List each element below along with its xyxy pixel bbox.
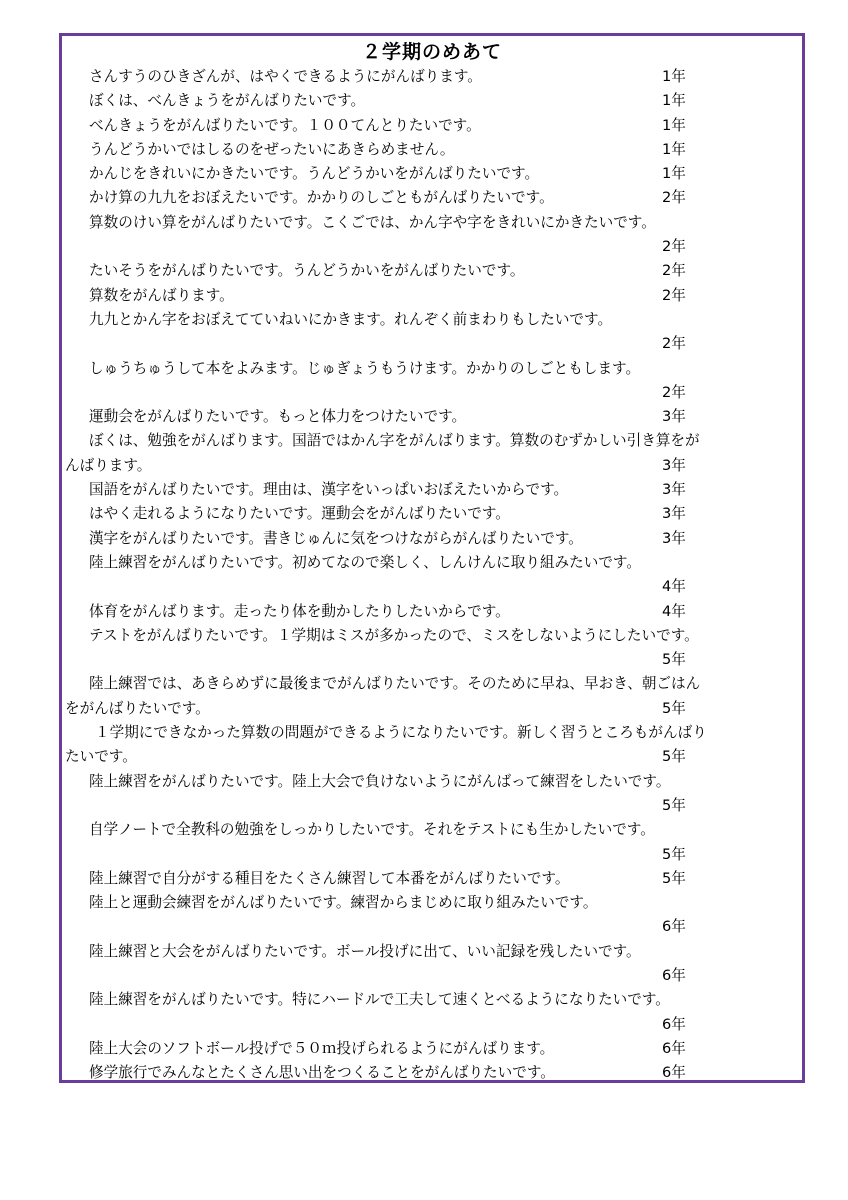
goal-line	[62, 308, 802, 332]
goal-text: 陸上練習では、あきらめずに最後までがんばりたいです。そのために早ね、早おき、朝ごはん	[89, 675, 701, 693]
goal-line	[62, 186, 802, 210]
goal-line	[62, 818, 802, 842]
goal-text: かんじをきれいにかきたいです。うんどうかいをがんばりたいです。	[89, 165, 540, 183]
goal-text: たいです。	[65, 748, 137, 766]
goal-line	[62, 648, 802, 672]
goal-text: 運動会をがんばりたいです。もっと体力をつけたいです。	[89, 408, 467, 426]
grade-label: 1年	[662, 140, 686, 158]
goal-text: 陸上大会のソフトボール投げで５０ｍ投げられるようにがんばります。	[89, 1039, 555, 1057]
goal-text: 修学旅行でみんなとたくさん思い出をつくることをがんばりたいです。	[89, 1064, 555, 1082]
grade-label: 2年	[662, 189, 686, 207]
grade-label: 4年	[662, 578, 686, 596]
grade-label: 5年	[662, 699, 686, 717]
goal-line	[62, 867, 802, 891]
goal-text: べんきょうをがんばりたいです。１００てんとりたいです。	[89, 116, 481, 134]
goal-line	[62, 454, 802, 478]
grade-label: 6年	[662, 918, 686, 936]
goal-line	[62, 575, 802, 599]
grade-label: 3年	[662, 529, 686, 547]
goal-text: 陸上練習をがんばりたいです。初めてなので楽しく、しんけんに取り組みたいです。	[89, 553, 641, 571]
goal-text: 国語をがんばりたいです。理由は、漢字をいっぱいおぼえたいからです。	[89, 481, 569, 499]
grade-label: 2年	[662, 262, 686, 280]
goal-line	[62, 502, 802, 526]
goal-text: １学期にできなかった算数の問題ができるようになりたいです。新しく習うところもがんばり	[95, 724, 707, 742]
grade-label: 5年	[662, 845, 686, 863]
goal-text: 漢字をがんばりたいです。書きじゅんに気をつけながらがんばりたいです。	[89, 529, 583, 547]
goal-text: 陸上練習と大会をがんばりたいです。ボール投げに出て、いい記録を残したいです。	[89, 942, 641, 960]
goal-text: 体育をがんばります。走ったり体を動かしたりしたいからです。	[89, 602, 510, 620]
goal-text: 九九とかん字をおぼえてていねいにかきます。れんぞく前まわりもしたいです。	[89, 310, 613, 328]
goal-text: うんどうかいではしるのをぜったいにあきらめません。	[89, 140, 455, 158]
grade-label: 6年	[662, 1064, 686, 1082]
grade-label: 1年	[662, 116, 686, 134]
goal-line	[62, 770, 802, 794]
grade-label: 6年	[662, 966, 686, 984]
goal-text: ぼくは、勉強をがんばります。国語ではかん字をがんばります。算数のむずかしい引き算をが	[89, 432, 700, 450]
goal-line	[62, 891, 802, 915]
grade-label: 2年	[662, 238, 686, 256]
goal-line	[62, 721, 802, 745]
goal-line	[62, 478, 802, 502]
grade-label: 1年	[662, 165, 686, 183]
goal-text: 陸上練習で自分がする種目をたくさん練習して本番をがんばりたいです。	[89, 869, 570, 887]
goal-text: 自学ノートで全教科の勉強をしっかりしたいです。それをテストにも生かしたいです。	[89, 821, 655, 839]
grade-label: 4年	[662, 602, 686, 620]
grade-label: 5年	[662, 651, 686, 669]
goal-line	[62, 381, 802, 405]
grade-label: 2年	[662, 286, 686, 304]
grade-label: 5年	[662, 748, 686, 766]
goal-line	[62, 1037, 802, 1061]
grade-label: 5年	[662, 796, 686, 814]
goal-line	[62, 357, 802, 381]
goal-line	[62, 162, 802, 186]
grade-label: 5年	[662, 869, 686, 887]
grade-label: 2年	[662, 383, 686, 401]
goal-line	[62, 405, 802, 429]
grade-label: 3年	[662, 505, 686, 523]
goal-line	[62, 1013, 802, 1037]
goals-frame	[59, 33, 805, 1083]
goal-line	[62, 138, 802, 162]
goal-line	[62, 332, 802, 356]
goal-text: ぼくは、べんきょうをがんばりたいです。	[89, 92, 366, 110]
grade-label: 3年	[662, 456, 686, 474]
grade-label: 6年	[662, 1039, 686, 1057]
goal-line	[62, 65, 802, 89]
grade-label: 6年	[662, 1015, 686, 1033]
goal-text: をがんばりたいです。	[65, 699, 210, 717]
goal-line	[62, 988, 802, 1012]
grade-label: 3年	[662, 408, 686, 426]
goal-text: 陸上練習をがんばりたいです。陸上大会で負けないようにがんばって練習をしたいです。	[89, 772, 671, 790]
goal-line	[62, 940, 802, 964]
page-title: ２学期のめあて	[361, 41, 502, 63]
goal-text: かけ算の九九をおぼえたいです。かかりのしごともがんばりたいです。	[89, 189, 554, 207]
goal-text: しゅうちゅうして本をよみます。じゅぎょうもうけます。かかりのしごともします。	[89, 359, 641, 377]
goal-text: んばります。	[65, 456, 152, 474]
goal-text: 陸上と運動会練習をがんばりたいです。練習からまじめに取り組みたいです。	[89, 894, 598, 912]
goal-line	[62, 624, 802, 648]
grade-label: 3年	[662, 481, 686, 499]
goal-line	[62, 794, 802, 818]
goal-line	[62, 114, 802, 138]
grade-label: 1年	[662, 68, 686, 85]
goal-list	[62, 65, 802, 1085]
goal-text: 算数をがんばります。	[89, 286, 234, 304]
goal-line	[62, 697, 802, 721]
goal-line	[62, 964, 802, 988]
goal-line	[62, 429, 802, 453]
goal-text: 算数のけい算をがんばりたいです。こくごでは、かん字や字をきれいにかきたいです。	[89, 213, 656, 231]
goal-line	[62, 211, 802, 235]
goal-line	[62, 672, 802, 696]
goal-line	[62, 745, 802, 769]
goal-text: テストをがんばりたいです。１学期はミスが多かったので、ミスをしないようにしたいです。	[89, 626, 699, 644]
goal-line	[62, 600, 802, 624]
goal-line	[62, 235, 802, 259]
grade-label: 2年	[662, 335, 686, 353]
goal-line	[62, 89, 802, 113]
goal-line	[62, 527, 802, 551]
goal-line	[62, 843, 802, 867]
goal-text: たいそうをがんばりたいです。うんどうかいをがんばりたいです。	[89, 262, 525, 280]
goal-text: はやく走れるようになりたいです。運動会をがんばりたいです。	[89, 505, 510, 523]
goal-line	[62, 551, 802, 575]
goal-line	[62, 259, 802, 283]
goal-text: さんすうのひきざんが、はやくできるようにがんばります。	[89, 68, 482, 85]
goal-line	[62, 915, 802, 939]
goal-line	[62, 1061, 802, 1085]
goal-text: 陸上練習をがんばりたいです。特にハードルで工夫して速くとべるようになりたいです。	[89, 991, 670, 1009]
grade-label: 1年	[662, 92, 686, 110]
goal-line	[62, 284, 802, 308]
